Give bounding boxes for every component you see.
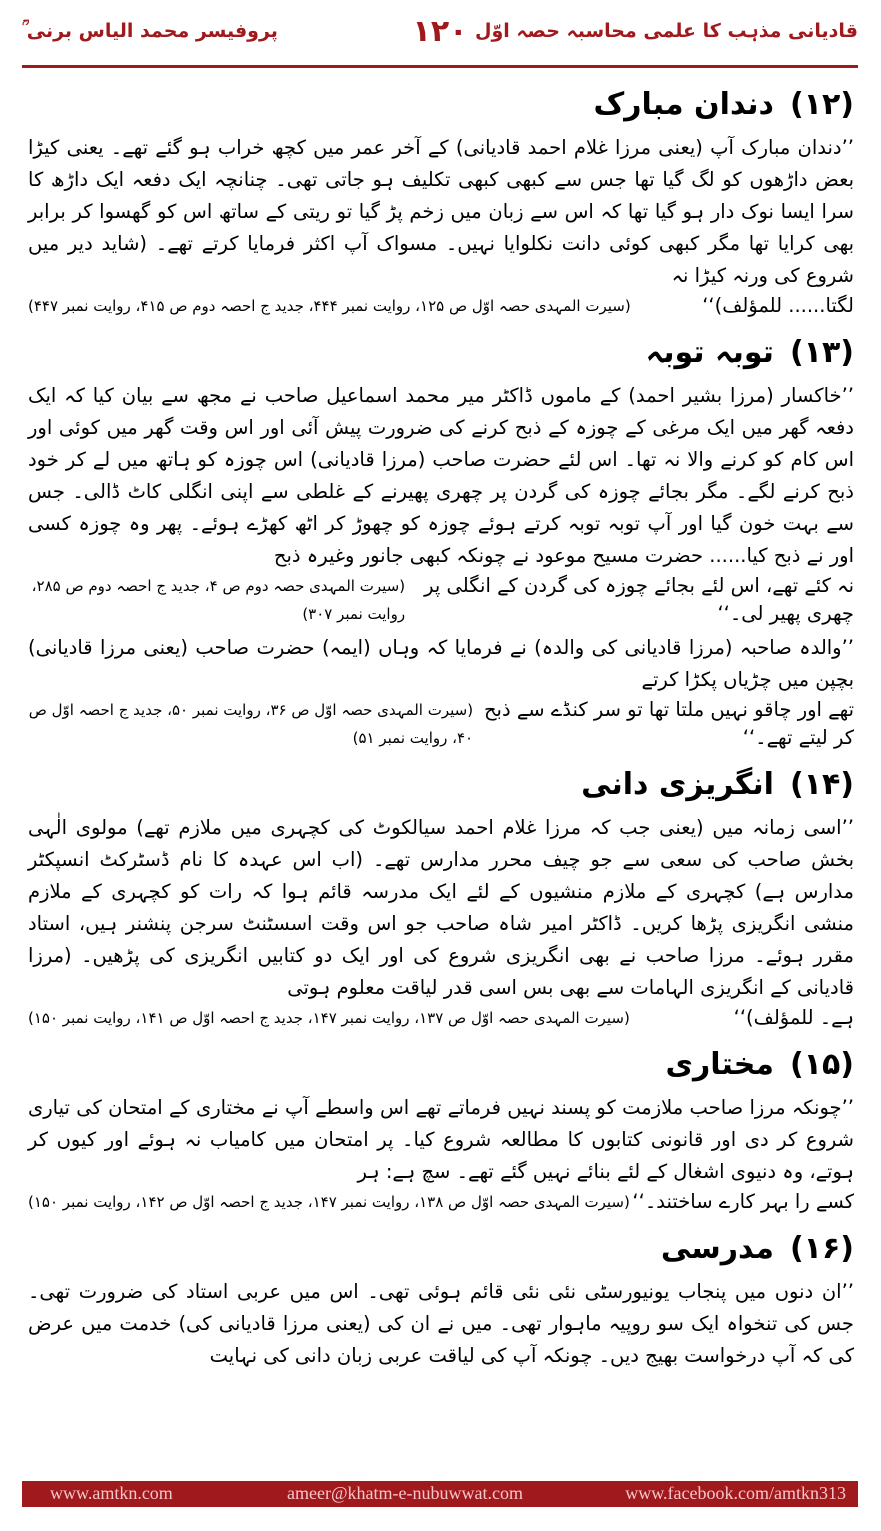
section-heading <box>28 324 854 380</box>
citation-line <box>28 292 854 320</box>
paragraph: ’’اسی زمانہ میں (یعنی جب کہ مرزا غلام احمد سیالکوٹ کی کچہری میں ملازم تھے) مولوی الٰہی بخش صاحب کی سعی سے جو چیف محرر مدارس تھے۔ (اب اس عہدہ کا نام ڈسٹرکٹ انسپکٹر مدارس ہے) کچہری کے ملازم منشیوں کے لئے ایک مدرسہ قائم ہوا کہ رات کو کچہری کے ملازم منشی انگریزی پڑھا کریں۔ ڈاکٹر امیر شاہ صاحب جو اس وقت اسسٹنٹ سرجن پنشنر ہیں، استاد مقرر ہوئے۔ مرزا صاحب نے بھی انگریزی شروع کی اور ایک دو کتابیں انگریزی کی پڑھیں۔ (مرزا قادیانی کے انگریزی الہامات سے بھی بس اسی قدر لیاقت معلوم ہوتی <box>28 816 854 999</box>
section-heading <box>28 756 854 812</box>
paragraph: ’’ان دنوں میں پنجاب یونیورسٹی نئی نئی قائم ہوئی تھی۔ اس میں عربی استاد کی ضرورت تھی۔ جس کی تنخواہ ایک سو روپیہ ماہوار تھی۔ میں نے ان کی (یعنی مرزا قادیانی کی) خدمت میں عرض کی کہ آپ درخواست بھیج دیں۔ چونکہ آپ کی لیاقت عربی زبان دانی کی نہایت <box>28 1280 854 1367</box>
page-footer <box>22 1481 858 1507</box>
page-number: ۱۲۰ <box>412 14 468 49</box>
facebook-link[interactable]: www.facebook.com/amtkn313 <box>625 1483 846 1503</box>
paragraph-end: تھے اور چاقو نہیں ملتا تھا تو سر کنڈے سے ذبح کر لیتے تھے۔‘‘ <box>483 698 854 749</box>
paragraph: ’’والدہ صاحبہ (مرزا قادیانی کی والدہ) نے فرمایا کہ وہاں (ایمہ) حضرت صاحب (یعنی مرزا قادیانی) بچپن میں چڑیاں پکڑا کرتے <box>28 636 854 691</box>
book-title: قادیانی مذہب کا علمی محاسبہ حصہ اوّل <box>474 20 858 42</box>
paragraph: ’’چونکہ مرزا صاحب ملازمت کو پسند نہیں فرماتے تھے اس واسطے آپ نے مختاری کے امتحان کی تیاری شروع کر دی اور قانونی کتابوں کا مطالعہ شروع کیا۔ پر امتحان میں کامیاب نہ ہوئے اور کیوں کر ہوتے، وہ دنیوی اشغال کے لئے بنائے نہیں گئے تھے۔ سچ ہے: ہر <box>28 1096 854 1183</box>
section-number: (۱۳) <box>789 334 854 370</box>
section-number: (۱۶) <box>789 1230 854 1266</box>
website-link[interactable]: www.amtkn.com <box>50 1483 173 1503</box>
reference: (سیرت المہدی حصہ اوّل ص ۱۳۸، روایت نمبر ۱۴۷، جدید ج احصہ اوّل ص ۱۴۲، روایت نمبر ۱۵۰) <box>28 1193 630 1211</box>
page-body <box>28 76 854 1372</box>
citation-line <box>28 696 854 752</box>
author-name: پروفیسر محمد الیاس برنی ؒ <box>22 20 278 42</box>
section-title: توبہ توبہ <box>645 334 774 370</box>
paragraph-end: ہے۔ للمؤلف)‘‘ <box>733 1006 854 1029</box>
reference: (سیرت المہدی حصہ دوم ص ۴، جدید ج احصہ دوم ص ۲۸۵، روایت نمبر ۳۰۷) <box>31 577 406 623</box>
paragraph: ’’خاکسار (مرزا بشیر احمد) کے ماموں ڈاکٹر میر محمد اسماعیل صاحب نے مجھ سے بیان کیا کہ ایک دفعہ گھر میں ایک مرغی کے چوزہ کے ذبح کرنے کی ضرورت پیش آئی اور اس وقت گھر میں کوئی اور اس کام کو کرنے والا نہ تھا۔ اس لئے حضرت صاحب (مرزا قادیانی) اس چوزہ کو ہاتھ میں لے کر خود ذبح کرنے لگے۔ مگر بجائے چوزہ کی گردن پر چھری پھیرنے کے غلطی سے اپنی انگلی کاٹ ڈالی۔ جس سے بہت خون گیا اور آپ توبہ توبہ کرتے ہوئے چوزہ کو چھوڑ کر اٹھ کھڑے ہوئے۔ پھر وہ چوزہ کسی اور نے ذبح کیا...... حضرت مسیح موعود نے چونکہ کبھی جانور وغیرہ ذبح <box>28 384 854 567</box>
reference: (سیرت المہدی حصہ اوّل ص ۱۲۵، روایت نمبر ۴۴۴، جدید ج احصہ دوم ص ۴۱۵، روایت نمبر ۴۴۷) <box>28 297 631 315</box>
citation-line <box>28 1004 854 1032</box>
section-number: (۱۲) <box>789 86 854 122</box>
email-link[interactable]: ameer@khatm-e-nubuwwat.com <box>287 1483 523 1503</box>
section-title: انگریزی دانی <box>581 766 774 802</box>
section-title: دندان مبارک <box>593 86 774 122</box>
section-heading <box>28 1220 854 1276</box>
paragraph-end: کسے را بہر کارے ساختند۔‘‘ <box>632 1190 854 1213</box>
reference: (سیرت المہدی حصہ اوّل ص ۱۳۷، روایت نمبر ۱۴۷، جدید ج احصہ اوّل ص ۱۴۱، روایت نمبر ۱۵۰) <box>28 1009 630 1027</box>
page-header <box>22 14 858 62</box>
section-heading <box>28 76 854 132</box>
citation-line <box>28 1188 854 1216</box>
section-number: (۱۴) <box>789 766 854 802</box>
reference: (سیرت المہدی حصہ اوّل ص ۳۶، روایت نمبر ۵۰، جدید ج احصہ اوّل ص ۴۰، روایت نمبر ۵۱) <box>28 701 474 747</box>
paragraph-end: لگتا...... للمؤلف)‘‘ <box>702 294 854 317</box>
header-divider <box>22 65 858 68</box>
section-title: مختاری <box>665 1046 774 1082</box>
section-number: (۱۵) <box>789 1046 854 1082</box>
section-heading <box>28 1036 854 1092</box>
paragraph-end: نہ کئے تھے، اس لئے بجائے چوزہ کی گردن کے انگلی پر چھری پھیر لی۔‘‘ <box>424 574 854 625</box>
paragraph: ’’دندان مبارک آپ (یعنی مرزا غلام احمد قادیانی) کے آخر عمر میں کچھ خراب ہو گئے تھے۔ یعنی کیڑا بعض داڑھوں کو لگ گیا تھا جس سے کبھی کبھی تکلیف ہو جاتی تھی۔ چنانچہ ایک دفعہ ایک داڑھ کا سرا ایسا نوک دار ہو گیا تھا کہ اس سے زبان میں زخم پڑ گیا تو ریتی کے ساتھ اس کو گھسوا کر برابر بھی کرایا تھا مگر کبھی کوئی دانت نکلوایا نہیں۔ مسواک آپ اکثر فرمایا کرتے تھے۔ (شاید دیر میں شروع کی ورنہ کیڑا نہ <box>28 136 854 287</box>
section-title: مدرسی <box>660 1230 774 1266</box>
citation-line <box>28 572 854 628</box>
